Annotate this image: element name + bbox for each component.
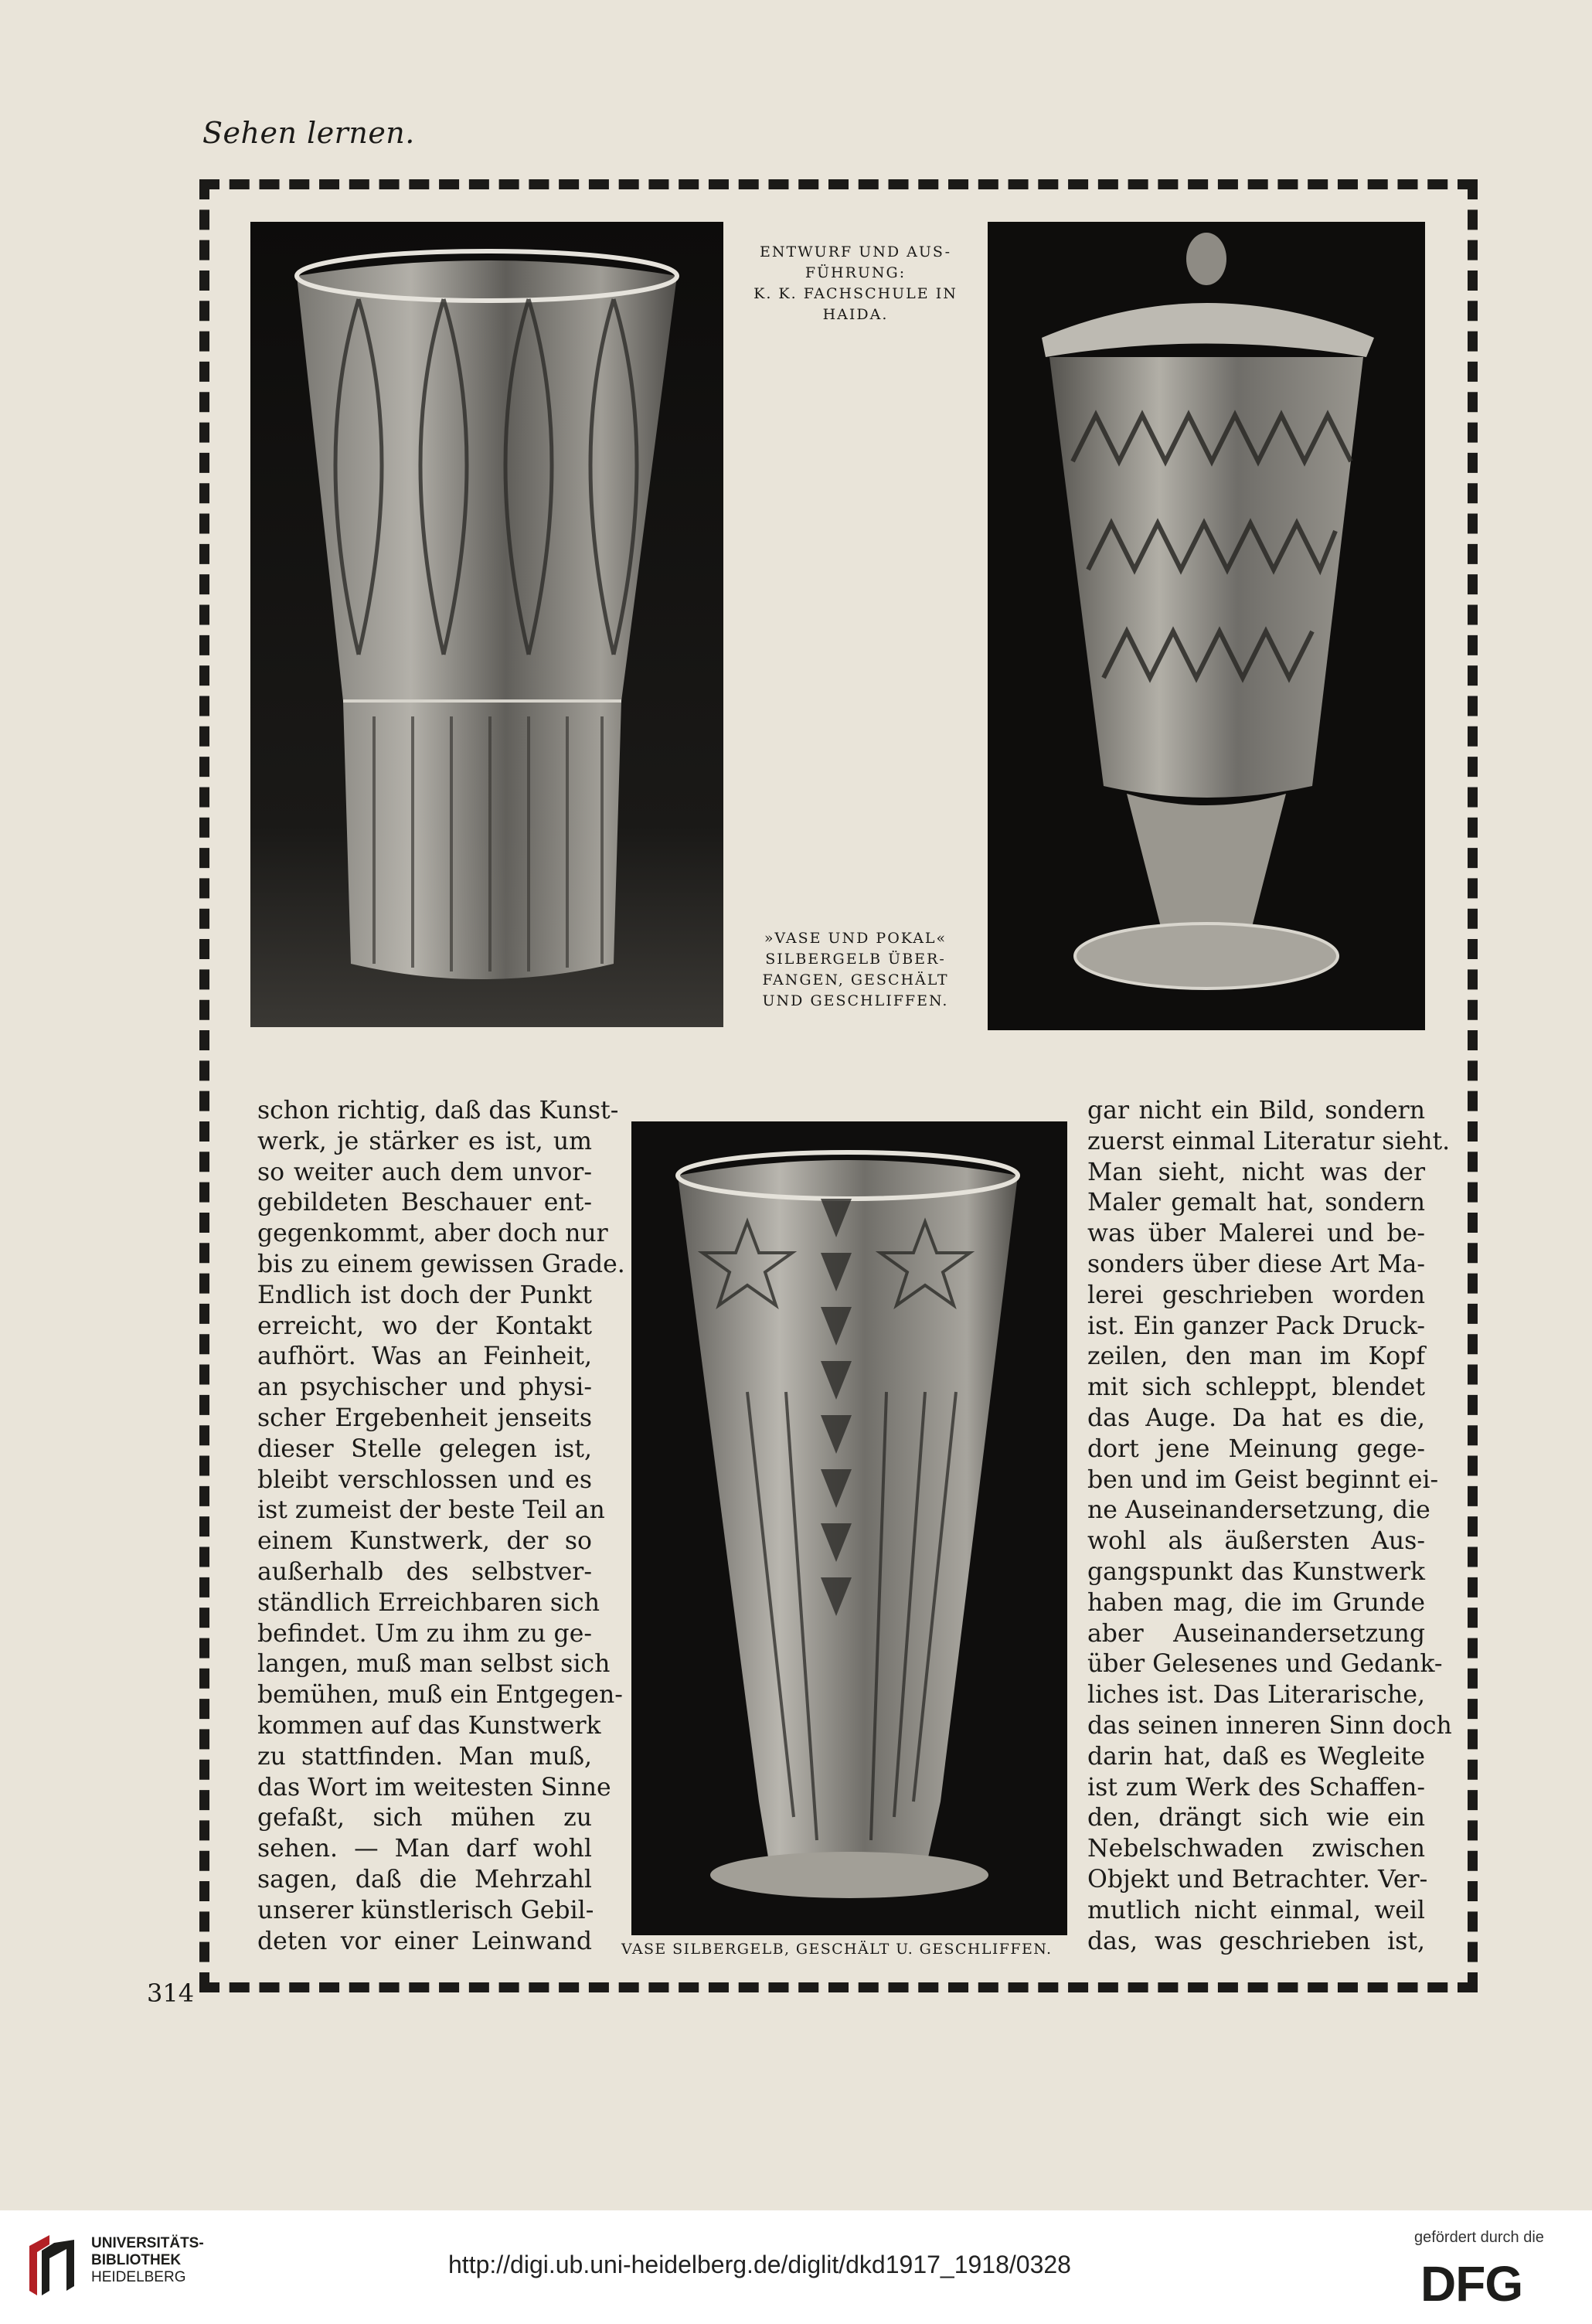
text-line: ben und im Geist beginnt ei- <box>1087 1465 1439 1494</box>
text-line: liches ist. Das Literarische, <box>1087 1681 1425 1710</box>
photo-vase-center <box>631 1121 1067 1935</box>
text-line: sehen. — Man darf wohl <box>257 1835 592 1863</box>
text-line: über Gelesenes und Gedank- <box>1087 1650 1443 1679</box>
text-line: den, drängt sich wie ein <box>1087 1804 1425 1832</box>
text-column-left <box>257 1096 625 1957</box>
caption-line: UND GESCHLIFFEN. <box>762 992 949 1009</box>
text-line: wohl als äußersten Aus- <box>1087 1527 1425 1556</box>
text-line: schon richtig, daß das Kunst- <box>257 1097 619 1125</box>
text-line: bleibt verschlossen und es <box>257 1465 592 1494</box>
photo-vase-left <box>250 222 723 1027</box>
text-line: deten vor einer Leinwand <box>257 1927 592 1955</box>
caption-vase-pokal <box>743 928 968 1012</box>
text-line: langen, muß man selbst sich <box>257 1650 611 1679</box>
text-line: gefaßt, sich mühen zu <box>257 1804 592 1832</box>
text-line: lerei geschrieben worden <box>1087 1281 1425 1309</box>
running-head: Sehen lernen. <box>202 116 415 150</box>
text-line: Objekt und Betrachter. Ver- <box>1087 1865 1428 1894</box>
page-number: 314 <box>147 1979 195 2008</box>
text-line: bis zu einem gewissen Grade. <box>257 1250 625 1278</box>
university-library-logo-icon <box>26 2232 80 2300</box>
text-line: gebildeten Beschauer ent- <box>257 1189 592 1217</box>
caption-line: FÜHRUNG: <box>805 264 907 281</box>
text-line: ist. Ein ganzer Pack Druck- <box>1087 1312 1425 1340</box>
text-line: ist zumeist der beste Teil an <box>257 1496 605 1525</box>
text-line: zu stattfinden. Man muß, <box>257 1742 592 1771</box>
text-line: befindet. Um zu ihm zu ge- <box>257 1619 592 1648</box>
funding-label: gefördert durch die <box>1414 2229 1544 2246</box>
text-line: aber Auseinandersetzung <box>1087 1619 1425 1648</box>
text-line: scher Ergebenheit jenseits <box>257 1404 592 1432</box>
text-line: das Auge. Da hat es die, <box>1087 1404 1425 1432</box>
caption-line: K. K. FACHSCHULE IN <box>753 285 958 302</box>
text-line: das, was geschrieben ist, <box>1087 1927 1425 1955</box>
caption-line: SILBERGELB ÜBER- <box>765 951 946 968</box>
text-line: Maler gemalt hat, sondern <box>1087 1189 1425 1217</box>
text-line: dieser Stelle gelegen ist, <box>257 1434 592 1463</box>
caption-design-credit <box>743 242 968 325</box>
text-line: sagen, daß die Mehrzahl <box>257 1865 592 1894</box>
library-name-line: UNIVERSITÄTS- <box>91 2235 204 2251</box>
text-line: mit sich schleppt, blendet <box>1087 1373 1425 1402</box>
text-line: ständlich Erreichbaren sich <box>257 1588 600 1617</box>
caption-line: HAIDA. <box>822 306 889 323</box>
text-line: werk, je stärker es ist, um <box>257 1127 592 1155</box>
text-line: bemühen, muß ein Entgegen- <box>257 1681 623 1710</box>
text-line: haben mag, die im Grunde <box>1087 1588 1425 1617</box>
library-name-line: BIBLIOTHEK <box>91 2252 182 2268</box>
text-column-right <box>1087 1096 1452 1957</box>
text-line: Man sieht, nicht was der <box>1087 1158 1425 1186</box>
text-line: darin hat, daß es Wegleite <box>1087 1742 1425 1771</box>
text-line: einem Kunstwerk, der so <box>257 1527 592 1556</box>
text-line: zuerst einmal Literatur sieht. <box>1087 1127 1451 1155</box>
caption-vase-bottom: VASE SILBERGELB, GESCHÄLT U. GESCHLIFFEN. <box>621 1941 1053 1958</box>
digitization-footer <box>0 2210 1592 2324</box>
text-line: ne Auseinandersetzung, die <box>1087 1496 1430 1525</box>
text-line: Endlich ist doch der Punkt <box>257 1281 592 1309</box>
text-line: gangspunkt das Kunstwerk <box>1087 1557 1425 1586</box>
library-name-line: HEIDELBERG <box>91 2269 186 2285</box>
text-line: das Wort im weitesten Sinne <box>257 1773 611 1802</box>
text-line: kommen auf das Kunstwerk <box>257 1711 601 1740</box>
text-line: sonders über diese Art Ma- <box>1087 1250 1425 1278</box>
text-line: Nebelschwaden zwischen <box>1087 1835 1425 1863</box>
text-line: was über Malerei und be- <box>1087 1220 1425 1248</box>
caption-line: »VASE UND POKAL« <box>764 930 947 947</box>
dfg-logo: DFG <box>1420 2256 1523 2312</box>
text-line: dort jene Meinung gege- <box>1087 1434 1425 1463</box>
text-line: aufhört. Was an Feinheit, <box>257 1342 592 1371</box>
text-line: gegenkommt, aber doch nur <box>257 1220 608 1248</box>
permalink-url[interactable]: http://digi.ub.uni-heidelberg.de/diglit/dkd1917_1918/0328 <box>448 2251 1071 2278</box>
text-line: so weiter auch dem unvor- <box>257 1158 592 1186</box>
text-line: an psychischer und physi- <box>257 1373 592 1402</box>
text-line: außerhalb des selbstver- <box>257 1557 592 1586</box>
text-line: erreicht, wo der Kontakt <box>257 1312 592 1340</box>
text-line: mutlich nicht einmal, weil <box>1087 1896 1425 1924</box>
text-line: gar nicht ein Bild, sondern <box>1087 1097 1425 1125</box>
caption-line: ENTWURF UND AUS- <box>759 243 951 260</box>
caption-line: FANGEN, GESCHÄLT <box>762 971 949 988</box>
text-line: ist zum Werk des Schaffen- <box>1087 1773 1425 1802</box>
text-line: zeilen, den man im Kopf <box>1087 1342 1425 1371</box>
library-name <box>91 2235 204 2286</box>
text-line: unserer künstlerisch Gebil- <box>257 1896 594 1924</box>
photo-pokal-right <box>988 222 1425 1030</box>
text-line: das seinen inneren Sinn doch <box>1087 1711 1452 1740</box>
